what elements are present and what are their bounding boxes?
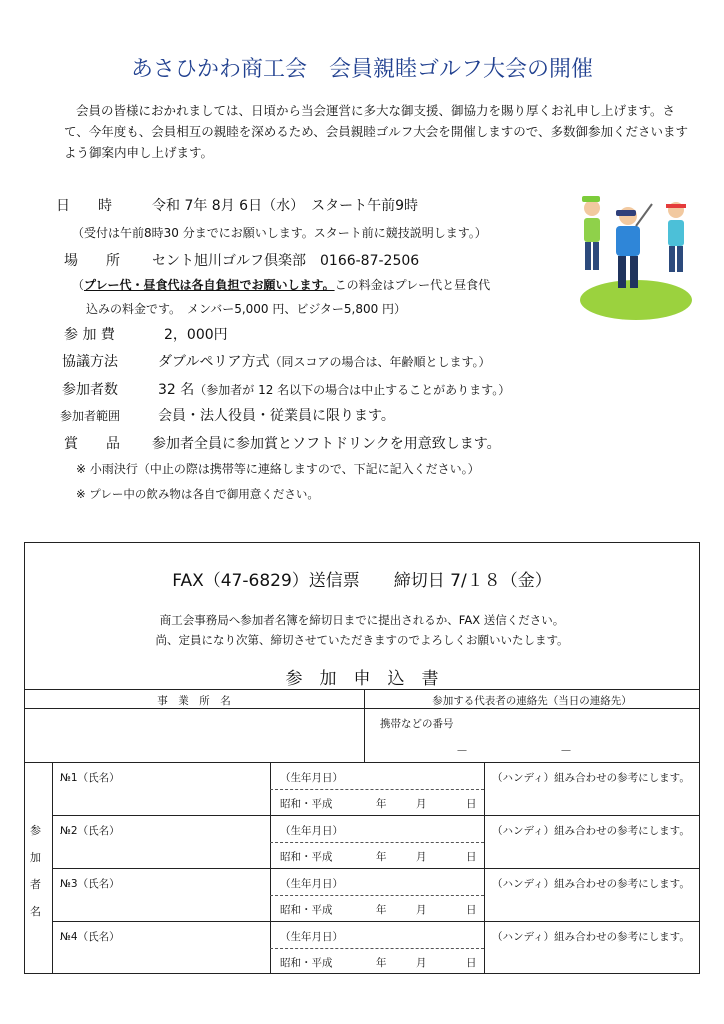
year-label: 年: [376, 851, 387, 863]
scope-label: 参加者範囲: [60, 409, 121, 423]
note-rain: ※ 小雨決行（中止の際は携帯等に連絡しますので、下記に記入ください。）: [76, 462, 480, 476]
row-divider: [52, 921, 700, 922]
prize-label: 賞 品: [64, 436, 120, 452]
participant-name-field[interactable]: №1（氏名）: [60, 772, 120, 784]
business-name-field[interactable]: [24, 708, 364, 762]
instruction-1: 商工会事務局へ参加者名簿を締切日までに提出されるか、FAX 送信ください。: [159, 613, 565, 627]
intro-text: 会員の皆様におかれましては、日頃から当会運営に多大な御支援、御協力を賜り厚くお礼申し上げます。さて、今年度も、会員相互の親睦を深めるため、会員親睦ゴルフ大会を開催しますので、多数御参加くださいますよう御案内申し上げます。: [64, 103, 689, 160]
year-label: 年: [376, 904, 387, 916]
handicap-field[interactable]: （ハンディ）組み合わせの参考にします。: [492, 931, 690, 943]
handicap-field[interactable]: （ハンディ）組み合わせの参考にします。: [492, 878, 690, 890]
play-fee-line2: 込みの料金です。 メンバー5,000 円、ビジター5,800 円）: [86, 302, 407, 316]
place-value: セント旭川ゴルフ倶楽部 0166-87-2506: [152, 253, 420, 269]
phone-dash-2: －: [560, 744, 573, 758]
day-label: 日: [466, 851, 477, 863]
fee-value: 2，000円: [164, 327, 228, 343]
play-fee-open: （: [72, 278, 85, 292]
date-label: 日 時: [56, 198, 112, 214]
fee-label: 参 加 費: [64, 327, 115, 343]
row-divider: [52, 868, 700, 869]
birth-divider: [270, 842, 484, 843]
birth-divider: [270, 895, 484, 896]
phone-label: 携帯などの番号: [380, 718, 454, 730]
row-divider: [52, 815, 700, 816]
era-label: 昭和・平成: [280, 957, 333, 969]
col-business-header: 事 業 所 名: [157, 695, 231, 707]
note-drinks: ※ プレー中の飲み物は各自で御用意ください。: [76, 487, 319, 501]
participant-name-field[interactable]: №4（氏名）: [60, 931, 120, 943]
side-label-char: 参: [30, 824, 41, 837]
era-label: 昭和・平成: [280, 851, 333, 863]
day-label: 日: [466, 904, 477, 916]
intro-paragraph: [64, 100, 694, 163]
birth-date-label: （生年月日）: [280, 825, 343, 837]
page-title: あさひかわ商工会 会員親睦ゴルフ大会の開催: [130, 57, 593, 82]
count-value: 32 名: [158, 382, 195, 398]
day-label: 日: [466, 798, 477, 810]
play-fee-rest: この料金はプレー代と昼食代: [334, 278, 491, 292]
month-label: 月: [416, 798, 427, 810]
month-label: 月: [416, 957, 427, 969]
handicap-field[interactable]: （ハンディ）組み合わせの参考にします。: [492, 825, 690, 837]
month-label: 月: [416, 851, 427, 863]
count-note: （参加者が 12 名以下の場合は中止することがあります。）: [194, 383, 511, 397]
method-label: 協議方法: [62, 354, 118, 370]
era-label: 昭和・平成: [280, 904, 333, 916]
fax-header: FAX（47-6829）送信票 締切日 7/１８（金）: [172, 571, 552, 591]
side-label-char: 名: [30, 905, 41, 918]
col-contact-header: 参加する代表者の連絡先（当日の連絡先）: [432, 695, 632, 707]
birth-date-label: （生年月日）: [280, 931, 343, 943]
day-label: 日: [466, 957, 477, 969]
form-title: 参 加 申 込 書: [285, 669, 439, 689]
play-fee-bold: プレー代・昼食代は各自負担でお願いします。: [84, 278, 335, 292]
date-note: （受付は午前8時30 分までにお願いします。スタート前に競技説明します。）: [72, 226, 487, 240]
scope-value: 会員・法人役員・従業員に限ります。: [158, 408, 395, 424]
side-label-char: 加: [30, 851, 41, 864]
participant-name-field[interactable]: №2（氏名）: [60, 825, 120, 837]
birth-date-label: （生年月日）: [280, 878, 343, 890]
year-label: 年: [376, 957, 387, 969]
instruction-2: 尚、定員になり次第、締切させていただきますのでよろしくお願いいたします。: [155, 633, 569, 647]
count-line: [158, 379, 510, 399]
month-label: 月: [416, 904, 427, 916]
golf-players-illustration: [576, 192, 694, 320]
date-value: 令和 7年 8月 6日（水） スタート午前9時: [152, 198, 418, 214]
place-label: 場 所: [64, 253, 120, 269]
side-label-char: 者: [30, 878, 41, 891]
method-note: （同スコアの場合は、年齢順とします。）: [269, 355, 491, 369]
count-label: 参加者数: [62, 382, 118, 398]
year-label: 年: [376, 798, 387, 810]
play-fee-line1: [72, 276, 490, 293]
era-label: 昭和・平成: [280, 798, 333, 810]
handicap-field[interactable]: （ハンディ）組み合わせの参考にします。: [492, 772, 690, 784]
birth-divider: [270, 789, 484, 790]
method-line: [158, 351, 491, 371]
participant-name-field[interactable]: №3（氏名）: [60, 878, 120, 890]
method-value: ダブルペリア方式: [158, 354, 270, 370]
phone-dash-1: －: [456, 744, 469, 758]
birth-date-label: （生年月日）: [280, 772, 343, 784]
prize-value: 参加者全員に参加賞とソフトドリンクを用意致します。: [152, 436, 501, 452]
birth-divider: [270, 948, 484, 949]
